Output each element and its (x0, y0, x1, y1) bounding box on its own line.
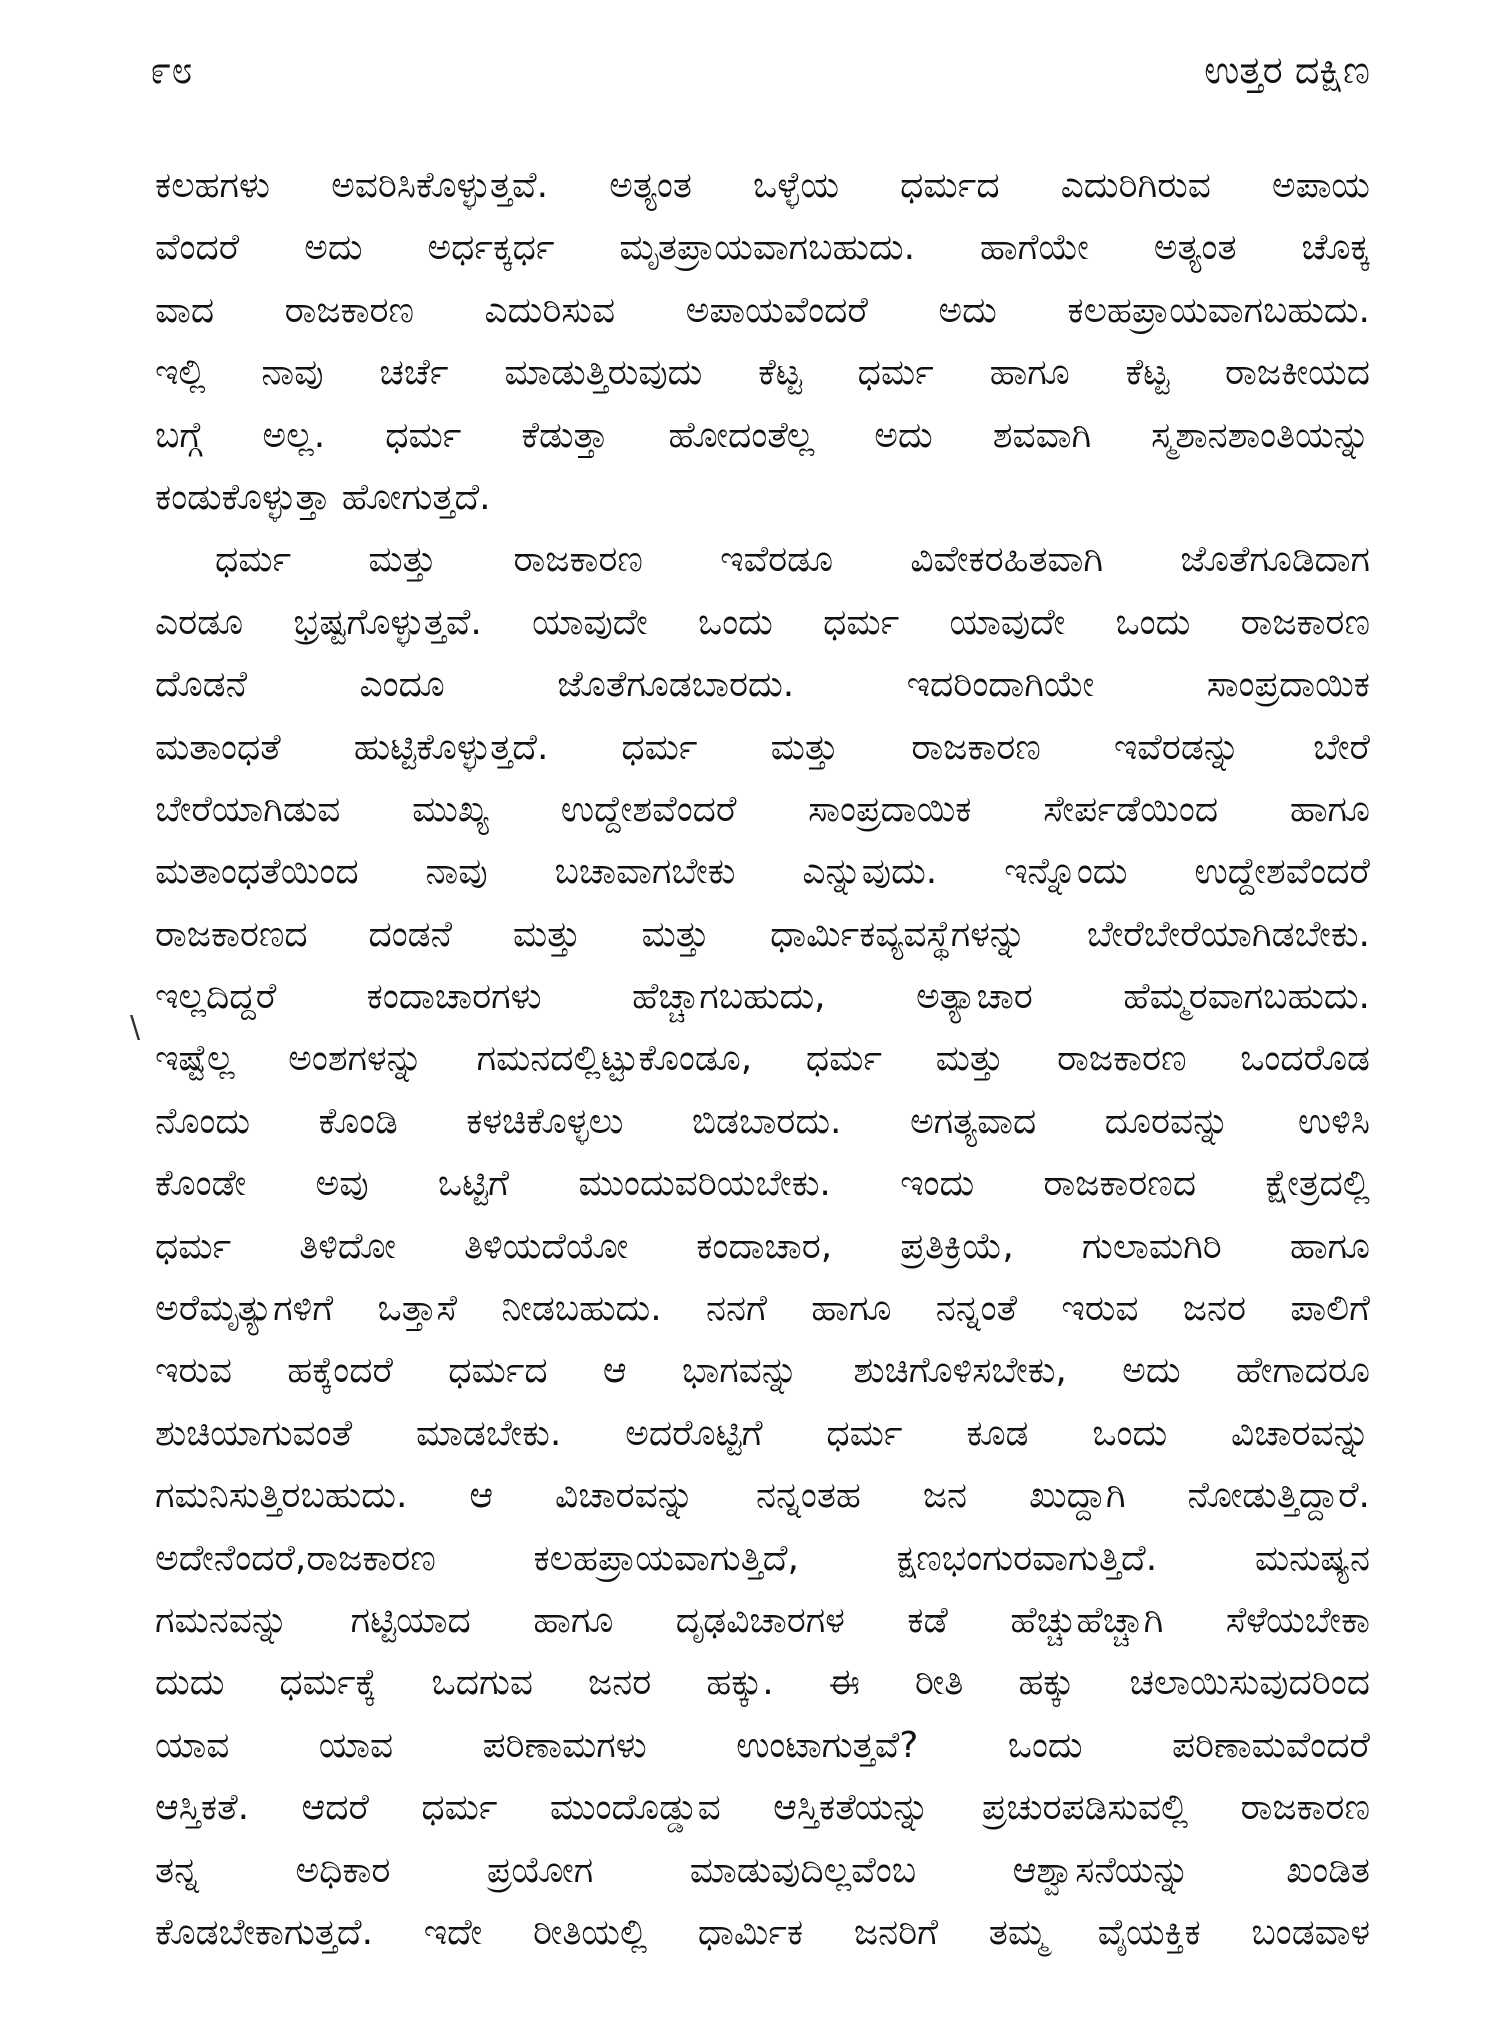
text-line: ಗಮನವನ್ನು ಗಟ್ಟಿಯಾದ ಹಾಗೂ ದೃಢವಿಚಾರಗಳ ಕಡೆ ಹೆಚ್ಚುಹೆಚ್ಚಾಗಿ ಸೆಳೆಯಬೇಕಾ (155, 1599, 1370, 1641)
paragraph-2 (155, 529, 1370, 2026)
text-line: ವೆಂದರೆ ಅದು ಅರ್ಧಕ್ಕರ್ಧ ಮೃತಪ್ರಾಯವಾಗಬಹುದು. ಹಾಗೆಯೇ ಅತ್ಯಂತ ಚೊಕ್ಕ (155, 227, 1370, 269)
running-title: ಉತ್ತರ ದಕ್ಷಿಣ (1204, 47, 1370, 92)
text-line: ಬೇರೆಯಾಗಿಡುವ ಮುಖ್ಯ ಉದ್ದೇಶವೆಂದರೆ ಸಾಂಪ್ರದಾಯಿಕ ಸೇರ್ಪಡೆಯಿಂದ ಹಾಗೂ (155, 788, 1370, 830)
margin-mark: \ (130, 1010, 141, 1045)
page-number: ೯೮ (150, 47, 193, 92)
text-line: ಇಲ್ಲಿ ನಾವು ಚರ್ಚೆ ಮಾಡುತ್ತಿರುವುದು ಕೆಟ್ಟ ಧರ್ಮ ಹಾಗೂ ಕೆಟ್ಟ ರಾಜಕೀಯದ (155, 352, 1370, 394)
text-line: ಕಲಹಗಳು ಅವರಿಸಿಕೊಳ್ಳುತ್ತವೆ. ಅತ್ಯಂತ ಒಳ್ಳೆಯ ಧರ್ಮದ ಎದುರಿಗಿರುವ ಅಪಾಯ (155, 165, 1370, 206)
running-header (150, 40, 1370, 100)
text-line: ನೊಂದು ಕೊಂಡಿ ಕಳಚಿಕೊಳ್ಳಲು ಬಿಡಬಾರದು. ಅಗತ್ಯವಾದ ದೂರವನ್ನು ಉಳಿಸಿ (155, 1100, 1370, 1142)
text-line: ತನ್ನ ಅಧಿಕಾರ ಪ್ರಯೋಗ ಮಾಡುವುದಿಲ್ಲವೆಂಬ ಆಶ್ವಾಸನೆಯನ್ನು ಖಂಡಿತ (155, 1849, 1370, 1891)
text-line: ಮತಾಂಧತೆ ಹುಟ್ಟಿಕೊಳ್ಳುತ್ತದೆ. ಧರ್ಮ ಮತ್ತು ರಾಜಕಾರಣ ಇವೆರಡನ್ನು ಬೇರೆ (155, 726, 1370, 768)
text-line: ಅರೆಮೃತ್ಯುಗಳಿಗೆ ಒತ್ತಾಸೆ ನೀಡಬಹುದು. ನನಗೆ ಹಾಗೂ ನನ್ನಂತೆ ಇರುವ ಜನರ ಪಾಲಿಗೆ (155, 1288, 1370, 1330)
text-line: ಬಗ್ಗೆ ಅಲ್ಲ. ಧರ್ಮ ಕೆಡುತ್ತಾ ಹೋದಂತೆಲ್ಲ ಅದು ಶವವಾಗಿ ಸ್ಮಶಾನಶಾಂತಿಯನ್ನು (155, 414, 1370, 456)
text-line: ಆಸ್ತಿಕತೆ. ಆದರೆ ಧರ್ಮ ಮುಂದೊಡ್ಡುವ ಆಸ್ತಿಕತೆಯನ್ನು ಪ್ರಚುರಪಡಿಸುವಲ್ಲಿ ರಾಜಕಾರಣ (155, 1787, 1370, 1829)
body-text (155, 155, 1370, 2027)
text-line: ಧರ್ಮ ತಿಳಿದೋ ತಿಳಿಯದೆಯೋ ಕಂದಾಚಾರ, ಪ್ರತಿಕ್ರಿಯೆ, ಗುಲಾಮಗಿರಿ ಹಾಗೂ (155, 1225, 1370, 1267)
text-line: ಅದೇನೆಂದರೆ,ರಾಜಕಾರಣ ಕಲಹಪ್ರಾಯವಾಗುತ್ತಿದೆ, ಕ್ಷಣಭಂಗುರವಾಗುತ್ತಿದೆ. ಮನುಷ್ಯನ (155, 1537, 1370, 1579)
text-line: ವಾದ ರಾಜಕಾರಣ ಎದುರಿಸುವ ಅಪಾಯವೆಂದರೆ ಅದು ಕಲಹಪ್ರಾಯವಾಗಬಹುದು. (155, 289, 1370, 331)
paragraph-1 (155, 155, 1370, 529)
text-line: ಕಂಡುಕೊಳ್ಳುತ್ತಾ ಹೋಗುತ್ತದೆ. (155, 476, 491, 518)
text-line: ಶುಚಿಯಾಗುವಂತೆ ಮಾಡಬೇಕು. ಅದರೊಟ್ಟಿಗೆ ಧರ್ಮ ಕೂಡ ಒಂದು ವಿಚಾರವನ್ನು (155, 1412, 1370, 1454)
text-line: ರಾಜಕಾರಣದ ದಂಡನೆ ಮತ್ತು ಮತ್ತು ಧಾರ್ಮಿಕವ್ಯವಸ್ಥೆಗಳನ್ನು ಬೇರೆಬೇರೆಯಾಗಿಡಬೇಕು. (155, 913, 1370, 955)
text-line: ದೊಡನೆ ಎಂದೂ ಜೊತೆಗೂಡಬಾರದು. ಇದರಿಂದಾಗಿಯೇ ಸಾಂಪ್ರದಾಯಿಕ (155, 664, 1370, 706)
text-line: ಧರ್ಮ ಮತ್ತು ರಾಜಕಾರಣ ಇವೆರಡೂ ವಿವೇಕರಹಿತವಾಗಿ ಜೊತೆಗೂಡಿದಾಗ (215, 539, 1370, 581)
text-line (155, 1964, 1370, 2026)
text-line: ದುದು ಧರ್ಮಕ್ಕೆ ಒದಗುವ ಜನರ ಹಕ್ಕು. ಈ ರೀತಿ ಹಕ್ಕು ಚಲಾಯಿಸುವುದರಿಂದ (155, 1662, 1370, 1704)
text-line: ಮತಾಂಧತೆಯಿಂದ ನಾವು ಬಚಾವಾಗಬೇಕು ಎನ್ನುವುದು. ಇನ್ನೊಂದು ಉದ್ದೇಶವೆಂದರೆ (155, 851, 1370, 893)
text-line: ಯಾವ ಯಾವ ಪರಿಣಾಮಗಳು ಉಂಟಾಗುತ್ತವೆ? ಒಂದು ಪರಿಣಾಮವೆಂದರೆ (155, 1724, 1370, 1766)
text-line: ಕೊಂಡೇ ಅವು ಒಟ್ಟಿಗೆ ಮುಂದುವರಿಯಬೇಕು. ಇಂದು ರಾಜಕಾರಣದ ಕ್ಷೇತ್ರದಲ್ಲಿ (155, 1163, 1370, 1205)
text-line: ಇರುವ ಹಕ್ಕೆಂದರೆ ಧರ್ಮದ ಆ ಭಾಗವನ್ನು ಶುಚಿಗೊಳಿಸಬೇಕು, ಅದು ಹೇಗಾದರೂ (155, 1350, 1370, 1392)
text-line: ಇಷ್ಟೆಲ್ಲ ಅಂಶಗಳನ್ನು ಗಮನದಲ್ಲಿಟ್ಟುಕೊಂಡೂ, ಧರ್ಮ ಮತ್ತು ರಾಜಕಾರಣ ಒಂದರೊಡ (155, 1038, 1370, 1080)
text-line: ಎರಡೂ ಭ್ರಷ್ಟಗೊಳ್ಳುತ್ತವೆ. ಯಾವುದೇ ಒಂದು ಧರ್ಮ ಯಾವುದೇ ಒಂದು ರಾಜಕಾರಣ (155, 601, 1370, 643)
text-line: ಗಮನಿಸುತ್ತಿರಬಹುದು. ಆ ವಿಚಾರವನ್ನು ನನ್ನಂತಹ ಜನ ಖುದ್ದಾಗಿ ನೋಡುತ್ತಿದ್ದಾರೆ. (155, 1475, 1370, 1517)
text-line: ಕೊಡಬೇಕಾಗುತ್ತದೆ. ಇದೇ ರೀತಿಯಲ್ಲಿ ಧಾರ್ಮಿಕ ಜನರಿಗೆ ತಮ್ಮ ವೈಯಕ್ತಿಕ ಬಂಡವಾಳ (155, 1911, 1370, 1953)
text-line: ಇಲ್ಲದಿದ್ದರೆ ಕಂದಾಚಾರಗಳು ಹೆಚ್ಚಾಗಬಹುದು, ಅತ್ಯಾಚಾರ ಹೆಮ್ಮರವಾಗಬಹುದು. (155, 976, 1370, 1018)
